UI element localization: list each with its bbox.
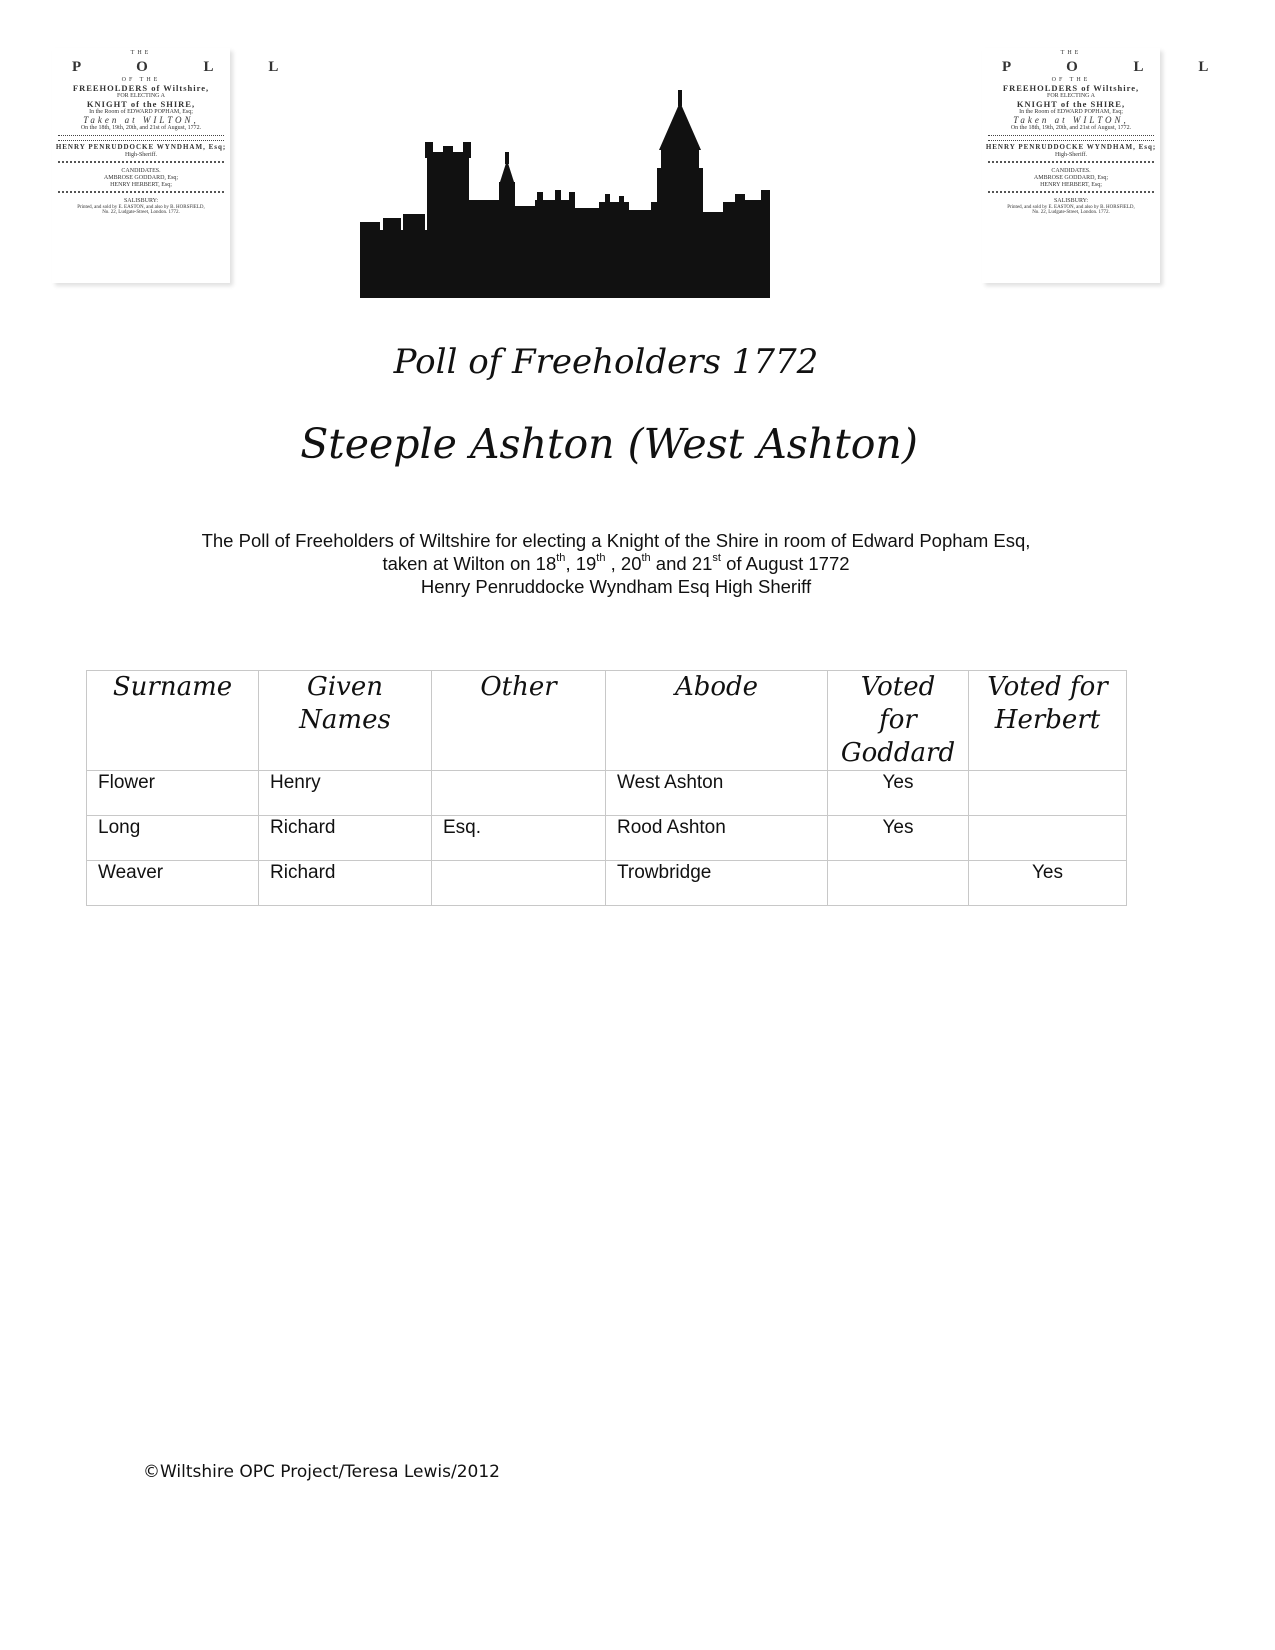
cell-abode: Rood Ashton xyxy=(606,816,828,861)
cover-line: SALISBURY: xyxy=(123,198,159,205)
page-title: Poll of Freeholders 1772 xyxy=(393,342,819,382)
cell-voted-goddard: Yes xyxy=(828,816,969,861)
cover-line: FOR ELECTING A xyxy=(117,93,165,100)
cover-line: Printed, and sold by E. EASTON, and also by B. HORSFIELD, xyxy=(77,204,205,210)
cover-line: KNIGHT of the SHIRE, xyxy=(1016,98,1126,109)
table-row xyxy=(87,861,1127,906)
cover-rule xyxy=(988,135,1154,141)
poll-table xyxy=(86,670,1127,906)
poll-cover-image-right xyxy=(982,48,1235,283)
cover-line: THE xyxy=(130,50,152,56)
cover-line: In the Room of EDWARD POPHAM, Esq; xyxy=(89,108,193,115)
intro-text: and 21 xyxy=(650,553,713,574)
cell-voted-goddard xyxy=(828,861,969,906)
intro-paragraph xyxy=(0,529,1232,598)
cell-abode: West Ashton xyxy=(606,771,828,816)
cover-rule xyxy=(988,161,1154,165)
cover-line: High-Sheriff. xyxy=(124,151,158,158)
cover-line: SALISBURY: xyxy=(1053,198,1089,205)
cover-line: CANDIDATES. xyxy=(1051,168,1091,175)
cover-line: THE xyxy=(1060,50,1082,56)
intro-text: , 19 xyxy=(565,553,597,574)
cover-rule xyxy=(988,191,1154,195)
cover-line: KNIGHT of the SHIRE, xyxy=(86,98,196,109)
cover-line: HENRY PENRUDDOCKE WYNDHAM, Esq; xyxy=(985,143,1157,152)
cell-voted-goddard: Yes xyxy=(828,771,969,816)
cell-voted-herbert xyxy=(969,771,1127,816)
ordinal-suffix: st xyxy=(712,552,721,564)
cover-line: AMBROSE GODDARD, Esq; xyxy=(103,174,179,181)
cell-abode: Trowbridge xyxy=(606,861,828,906)
cell-other: Esq. xyxy=(432,816,606,861)
table-header-row xyxy=(87,671,1127,771)
cover-line: Taken at WILTON, xyxy=(1013,114,1129,125)
column-header-other: Other xyxy=(432,671,606,771)
cover-line: FOR ELECTING A xyxy=(1047,93,1095,100)
cover-line: P O L L xyxy=(72,58,305,75)
cell-surname: Weaver xyxy=(87,861,259,906)
cell-given-names: Henry xyxy=(259,771,432,816)
table-row xyxy=(87,816,1127,861)
table-row xyxy=(87,771,1127,816)
cover-line: P O L L xyxy=(1002,58,1235,75)
intro-line-dates xyxy=(0,552,1232,575)
poll-cover-image-left xyxy=(52,48,305,283)
cover-line: HENRY HERBERT, Esq; xyxy=(110,181,172,188)
cell-surname: Flower xyxy=(87,771,259,816)
cover-line: OF THE xyxy=(1051,77,1091,84)
cell-other xyxy=(432,771,606,816)
column-header-voted-goddard: Voted for Goddard xyxy=(828,671,969,771)
page-subtitle: Steeple Ashton (West Ashton) xyxy=(300,420,918,468)
cover-rule xyxy=(58,135,224,141)
intro-text: of August 1772 xyxy=(720,553,850,574)
cell-given-names: Richard xyxy=(259,861,432,906)
copyright-footer: ©Wiltshire OPC Project/Teresa Lewis/2012 xyxy=(143,1462,500,1482)
cover-line: No. 22, Ludgate-Street, London. 1772. xyxy=(102,210,180,216)
cover-line: In the Room of EDWARD POPHAM, Esq; xyxy=(1019,108,1123,115)
cover-line: HENRY HERBERT, Esq; xyxy=(1040,181,1102,188)
parliament-skyline-image xyxy=(355,82,775,298)
cover-rule xyxy=(58,161,224,165)
cell-other xyxy=(432,861,606,906)
cover-line: FREEHOLDERS of Wiltshire, xyxy=(1002,82,1140,93)
cover-line: CANDIDATES. xyxy=(121,168,161,175)
intro-text: , 20 xyxy=(605,553,642,574)
column-header-given-names: Given Names xyxy=(259,671,432,771)
column-header-abode: Abode xyxy=(606,671,828,771)
intro-line: The Poll of Freeholders of Wiltshire for electing a Knight of the Shire in room of Edward Popham Esq, xyxy=(201,530,1031,551)
ordinal-suffix: th xyxy=(556,552,566,564)
ordinal-suffix: th xyxy=(596,552,606,564)
ordinal-suffix: th xyxy=(641,552,651,564)
cover-line: AMBROSE GODDARD, Esq; xyxy=(1033,174,1109,181)
cover-line: OF THE xyxy=(121,77,161,84)
column-header-surname: Surname xyxy=(87,671,259,771)
column-header-voted-herbert: Voted for Herbert xyxy=(969,671,1127,771)
cell-surname: Long xyxy=(87,816,259,861)
cover-line: HENRY PENRUDDOCKE WYNDHAM, Esq; xyxy=(55,143,227,152)
cover-line: Printed, and sold by E. EASTON, and also by B. HORSFIELD, xyxy=(1007,204,1135,210)
cell-voted-herbert: Yes xyxy=(969,861,1127,906)
cover-line: FREEHOLDERS of Wiltshire, xyxy=(72,82,210,93)
cover-line: On the 18th, 19th, 20th, and 21st of August, 1772. xyxy=(1010,125,1132,132)
cover-line: Taken at WILTON, xyxy=(83,114,199,125)
intro-text: taken at Wilton on 18 xyxy=(382,553,557,574)
cover-line: On the 18th, 19th, 20th, and 21st of August, 1772. xyxy=(80,125,202,132)
cover-line: No. 22, Ludgate-Street, London. 1772. xyxy=(1032,210,1110,216)
cell-given-names: Richard xyxy=(259,816,432,861)
intro-line: Henry Penruddocke Wyndham Esq High Sheriff xyxy=(420,576,812,597)
cell-voted-herbert xyxy=(969,816,1127,861)
cover-line: High-Sheriff. xyxy=(1054,151,1088,158)
cover-rule xyxy=(58,191,224,195)
